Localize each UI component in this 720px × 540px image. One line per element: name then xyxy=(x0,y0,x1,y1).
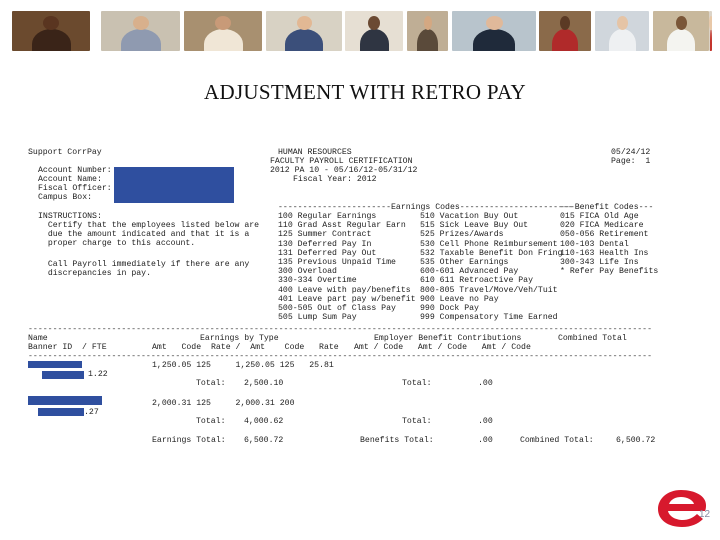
fiscal-officer-label: Fiscal Officer: xyxy=(38,184,112,193)
earnings-code-item: 800-805 Travel/Move/Veh/Tuit xyxy=(420,285,558,295)
page-number: 12 xyxy=(699,509,711,520)
header-photo xyxy=(266,11,342,51)
col-benefit-amt-code: Amt / Code Amt / Code Amt / Code xyxy=(354,343,531,352)
earnings-code-item: 401 Leave part pay w/benefit xyxy=(278,294,416,304)
earnings-code-item: 500-505 Out of Class Pay xyxy=(278,304,396,313)
earnings-code-item: 515 Sick Leave Buy Out xyxy=(420,221,529,231)
earnings-total-label: Earnings Total: xyxy=(152,436,226,445)
employee-name-redaction xyxy=(28,396,102,405)
header-photo xyxy=(101,11,180,51)
earnings-code-item: 530 Cell Phone Reimbursement xyxy=(420,239,558,249)
payroll-certification-report xyxy=(28,146,660,448)
employee-earnings-total: 4,000.62 xyxy=(244,417,284,426)
university-e-logo xyxy=(655,487,707,529)
header-photo xyxy=(452,11,536,51)
instructions-line: discrepancies in pay. xyxy=(38,269,152,278)
banner-id-redaction xyxy=(42,371,84,379)
instructions-line: Call Payroll immediately if there are any xyxy=(38,260,250,269)
earnings-code-item: 535 Other Earnings xyxy=(420,258,509,267)
earnings-code-item: 100 Regular Earnings xyxy=(278,212,377,221)
benefit-code-item: 020 FICA Medicare xyxy=(560,221,644,231)
header-photo xyxy=(184,11,262,51)
earnings-code-item: 300 Overload xyxy=(278,267,337,277)
earnings-code-item: 600-601 Advanced Pay xyxy=(420,267,519,277)
employee-benefit-total-label: Total: xyxy=(402,417,432,426)
earnings-total: 6,500.72 xyxy=(244,436,284,445)
employee-benefit-total: .00 xyxy=(478,379,493,388)
earnings-code-item: 510 Vacation Buy Out xyxy=(420,212,519,221)
account-number-label: Account Number: xyxy=(38,166,112,175)
col-amt-code-rate: Amt Code Rate / Amt Code Rate xyxy=(152,343,339,352)
instructions-line: proper charge to this account. xyxy=(38,239,196,248)
report-page: Page: 1 xyxy=(611,157,651,166)
employee-name-redaction xyxy=(28,361,82,368)
earnings-code-item: 900 Leave no Pay xyxy=(420,294,499,304)
employee-earnings-total-label: Total: xyxy=(196,417,226,426)
earnings-code-item: 130 Deferred Pay In xyxy=(278,239,372,249)
header-photo xyxy=(595,11,649,51)
earnings-code-item: 990 Dock Pay xyxy=(420,304,479,313)
report-header-left: Support CorrPay xyxy=(28,148,102,157)
header-photo xyxy=(709,11,712,51)
benefit-code-item: 300-343 Life Ins xyxy=(560,258,639,267)
instructions-line: due the amount indicated and that it is a xyxy=(38,230,250,239)
account-name-label: Account Name: xyxy=(38,175,102,184)
header-photo xyxy=(539,11,591,51)
header-photo xyxy=(345,11,403,51)
col-employer-benefit: Employer Benefit Contributions xyxy=(374,334,522,343)
divider: ------------------------------------------------------------------------------------------------------------------------------- xyxy=(28,352,652,361)
report-header-dept: HUMAN RESOURCES xyxy=(278,148,352,157)
combined-total: 6,500.72 xyxy=(616,436,656,445)
benefit-code-item: 015 FICA Old Age xyxy=(560,212,639,221)
benefit-code-item: 100-103 Dental xyxy=(560,239,629,249)
instructions-line: Certify that the employees listed below are xyxy=(38,221,260,230)
earnings-code-item: 505 Lump Sum Pay xyxy=(278,313,357,323)
earnings-code-item: 131 Deferred Pay Out xyxy=(278,248,377,258)
combined-total-label: Combined Total: xyxy=(520,436,594,445)
col-earnings-by-type: Earnings by Type xyxy=(200,334,279,343)
employee-benefit-total-label: Total: xyxy=(402,379,432,388)
employee-earnings-line: 2,000.31 125 2,000.31 200 xyxy=(152,399,295,408)
earnings-code-item: 525 Prizes/Awards xyxy=(420,230,504,240)
col-combined-total: Combined Total xyxy=(558,334,627,343)
benefit-code-item: 050-056 Retirement xyxy=(560,230,649,240)
employee-earnings-line: 1,250.05 125 1,250.05 125 25.81 xyxy=(152,361,334,370)
benefits-total-label: Benefits Total: xyxy=(360,436,434,445)
col-banner-id: Banner ID / FTE xyxy=(28,343,107,352)
earnings-code-item: 135 Previous Unpaid Time xyxy=(278,258,396,267)
earnings-code-item: 125 Summer Contract xyxy=(278,230,372,240)
col-name: Name xyxy=(28,334,48,343)
slide-title: ADJUSTMENT WITH RETRO PAY xyxy=(204,80,526,104)
earnings-code-item: 999 Compensatory Time Earned xyxy=(420,313,558,323)
report-header-period: 2012 PA 10 - 05/16/12-05/31/12 xyxy=(270,166,418,175)
campus-box-label: Campus Box: xyxy=(38,193,93,202)
report-date: 05/24/12 xyxy=(611,148,651,157)
employee-earnings-total-label: Total: xyxy=(196,379,226,388)
photo-strip xyxy=(12,11,712,51)
benefit-codes-header: ---Benefit Codes--- xyxy=(560,203,654,212)
header-photo xyxy=(653,11,709,51)
earnings-codes-header: -----------------------Earnings Codes----------------------- xyxy=(278,203,573,212)
header-photo xyxy=(407,11,448,51)
account-redaction xyxy=(114,167,234,203)
benefits-total: .00 xyxy=(478,436,493,445)
earnings-code-item: 400 Leave with pay/benefits xyxy=(278,285,411,295)
earnings-code-item: 110 Grad Asst Regular Earn xyxy=(278,221,406,231)
benefit-code-item: * Refer Pay Benefits xyxy=(560,267,659,277)
instructions-heading: INSTRUCTIONS: xyxy=(38,212,102,221)
banner-id-redaction xyxy=(38,408,84,416)
report-header-title: FACULTY PAYROLL CERTIFICATION xyxy=(270,157,413,166)
employee-fte: 1.22 xyxy=(88,370,108,379)
divider: ------------------------------------------------------------------------------------------------------------------------------- xyxy=(28,325,652,334)
earnings-code-item: 330-334 Overtime xyxy=(278,276,357,286)
report-header-fiscal-year: Fiscal Year: 2012 xyxy=(293,175,377,184)
earnings-code-item: 610 611 Retroactive Pay xyxy=(420,276,534,286)
employee-fte: .27 xyxy=(84,408,99,417)
benefit-code-item: 110-163 Health Ins xyxy=(560,248,649,258)
earnings-code-item: 532 Taxable Benefit Don Fring xyxy=(420,248,563,258)
header-photo xyxy=(12,11,90,51)
employee-benefit-total: .00 xyxy=(478,417,493,426)
employee-earnings-total: 2,500.10 xyxy=(244,379,284,388)
